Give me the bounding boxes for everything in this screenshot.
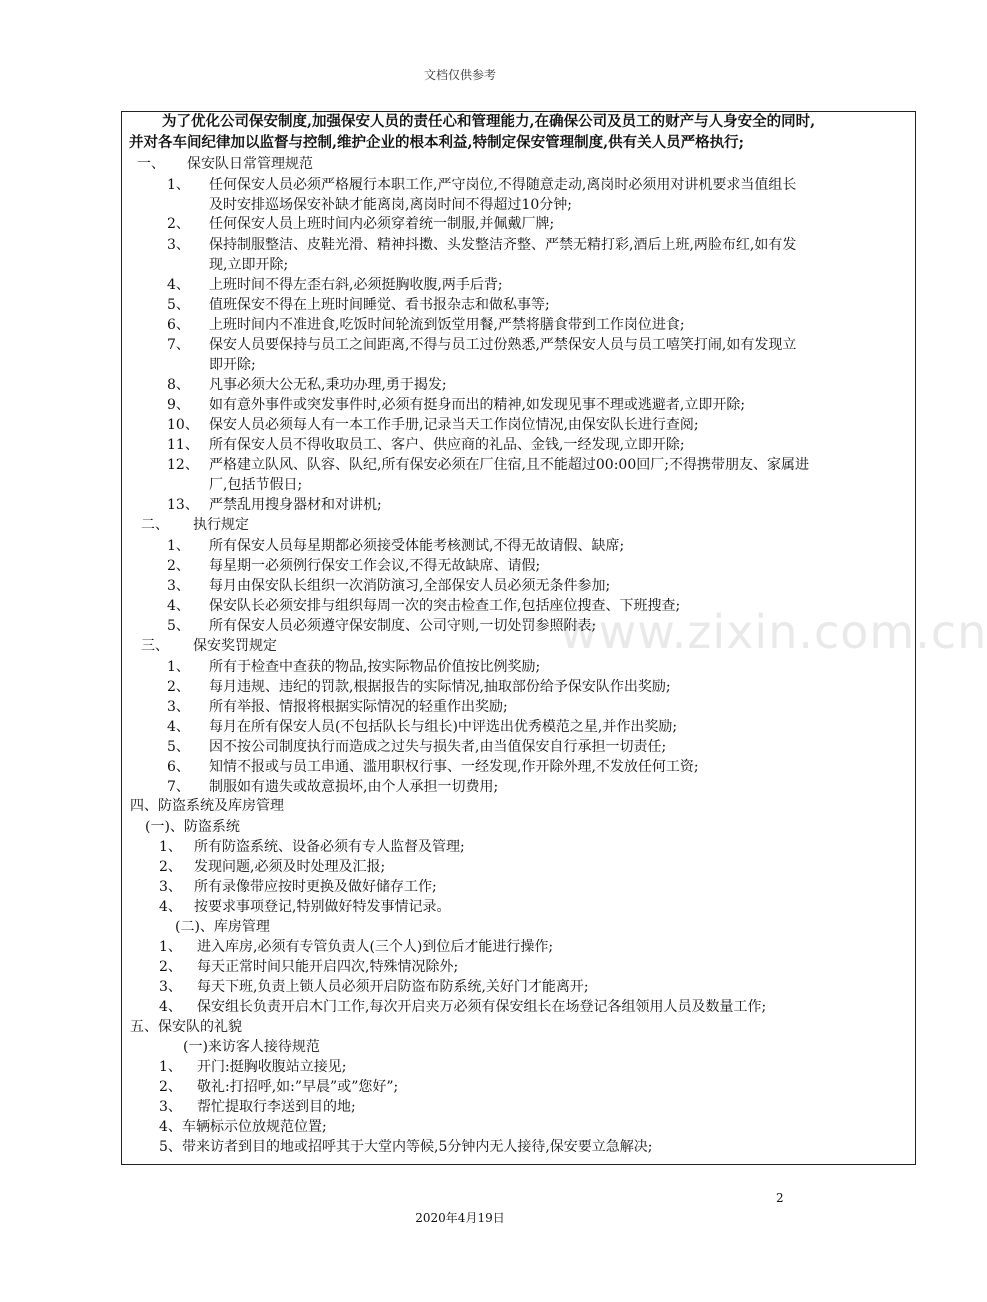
s4a-item-2-number: 2、: [159, 859, 182, 875]
s4b-item-4-number: 4、: [159, 999, 182, 1015]
s3-item-4-number: 4、: [167, 719, 190, 735]
s2-item-3-number: 3、: [167, 578, 190, 594]
s5-item-5-text: 带来访者到目的地或招呼其于大堂内等候,5分钟内无人接待,保安要立急解决;: [182, 1139, 653, 1155]
s4a-item-2-text: 发现问题,必须及时处理及汇报;: [194, 859, 386, 875]
s1-item-5-line-1: 值班保安不得在上班时间睡觉、看书报杂志和做私事等;: [209, 297, 550, 313]
s4b-item-1-text: 进入库房,必须有专管负责人(三个人)到位后才能进行操作;: [197, 939, 554, 955]
page-number: 2: [776, 1191, 784, 1205]
s3-item-1-number: 1、: [167, 659, 190, 675]
s4b-item-4-text: 保安组长负责开启木门工作,每次开启夹万必须有保安组长在场登记各组领用人员及数量工作;: [197, 999, 767, 1015]
s3-item-2-number: 2、: [167, 679, 190, 695]
page-header: 文档仅供参考: [423, 68, 496, 82]
s1-item-1-line-2: 及时安排巡场保安补缺才能离岗,离岗时间不得超过10分钟;: [209, 197, 572, 213]
intro-line-2: 并对各车间纪律加以监督与控制,维护企业的根本利益,特制定保安管理制度,供有关人员严格执行;: [129, 134, 744, 151]
s5-item-3-text: 帮忙提取行李送到目的地;: [197, 1099, 356, 1115]
section-1-number: 一、: [137, 156, 165, 172]
s4b-item-1-number: 1、: [159, 939, 182, 955]
s3-item-4-text: 每月在所有保安人员(不包括队长与组长)中评选出优秀模范之星,并作出奖励;: [209, 719, 678, 735]
s5-item-3-number: 3、: [159, 1099, 182, 1115]
watermark: www.zixin.com.cn: [560, 605, 987, 659]
s1-item-2-line-1: 任何保安人员上班时间内必须穿着统一制服,并佩戴厂牌;: [209, 216, 555, 232]
s1-item-12-line-2: 厂,包括节假日;: [209, 477, 303, 493]
s1-item-7-line-1: 保安人员要保持与员工之间距离,不得与员工过份熟悉,严禁保安人员与员工嘻笑打闹,如有发现立: [209, 337, 797, 353]
s5-item-2-text: 敬礼:打招呼,如:”早晨”或”您好”;: [197, 1079, 399, 1095]
s3-item-3-text: 所有举报、情报将根据实际情况的轻重作出奖励;: [209, 699, 508, 715]
s4b-item-3-number: 3、: [159, 979, 182, 995]
section-5a-title: (一)来访客人接待规范: [183, 1039, 320, 1055]
section-4a-title: (一)、防盗系统: [145, 819, 240, 835]
s1-item-2-number: 2、: [167, 216, 190, 232]
s3-item-5-number: 5、: [167, 739, 190, 755]
s1-item-10-line-1: 保安人员必须每人有一本工作手册,记录当天工作岗位情况,由保安队长进行查阅;: [209, 417, 699, 433]
s3-item-3-number: 3、: [167, 699, 190, 715]
section-3-title: 保安奖罚规定: [193, 638, 277, 654]
s1-item-3-line-2: 现,立即开除;: [209, 257, 289, 273]
section-3-number: 三、: [141, 638, 169, 654]
s1-item-11-number: 11、: [167, 437, 199, 453]
s4a-item-1-number: 1、: [159, 839, 182, 855]
s2-item-4-number: 4、: [167, 598, 190, 614]
s4a-item-3-number: 3、: [159, 879, 182, 895]
s1-item-9-number: 9、: [167, 397, 190, 413]
s4a-item-1-text: 所有防盗系统、设备必须有专人监督及管理;: [194, 839, 465, 855]
s2-item-3-text: 每月由保安队长组织一次消防演习,全部保安人员必须无条件参加;: [209, 578, 611, 594]
s1-item-8-number: 8、: [167, 377, 190, 393]
s1-item-13-line-1: 严禁乱用搜身器材和对讲机;: [209, 497, 382, 513]
s2-item-2-number: 2、: [167, 558, 190, 574]
s1-item-1-number: 1、: [167, 177, 190, 193]
s5-item-5-number: 5、: [159, 1139, 182, 1155]
s1-item-13-number: 13、: [167, 497, 199, 513]
s4a-item-3-text: 所有录像带应按时更换及做好储存工作;: [194, 879, 437, 895]
s4a-item-4-number: 4、: [159, 899, 182, 915]
s3-item-2-text: 每月违规、违纪的罚款,根据报告的实际情况,抽取部份给予保安队作出奖励;: [209, 679, 671, 695]
s1-item-8-line-1: 凡事必须大公无私,秉功办理,勇于揭发;: [209, 377, 447, 393]
intro-line-1: 为了优化公司保安制度,加强保安人员的责任心和管理能力,在确保公司及员工的财产与人身安全的同时,: [162, 113, 816, 130]
s5-item-2-number: 2、: [159, 1079, 182, 1095]
s1-item-3-number: 3、: [167, 237, 190, 253]
s4b-item-3-text: 每天下班,负责上锁人员必须开启防盗布防系统,关好门才能离开;: [197, 979, 589, 995]
s1-item-12-number: 12、: [167, 457, 199, 473]
s5-item-4-number: 4、: [159, 1119, 182, 1135]
s3-item-6-number: 6、: [167, 759, 190, 775]
section-4b-title: (二)、库房管理: [175, 919, 270, 935]
s1-item-12-line-1: 严格建立队风、队容、队纪,所有保安必须在厂住宿,且不能超过00:00回厂;不得携带朋友、家属进: [209, 457, 809, 473]
s1-item-3-line-1: 保持制服整洁、皮鞋光滑、精神抖擞、头发整洁齐整、严禁无精打彩,酒后上班,两脸布红,如有发: [209, 237, 797, 253]
s1-item-11-line-1: 所有保安人员不得收取员工、客户、供应商的礼品、金钱,一经发现,立即开除;: [209, 437, 685, 453]
section-4-title: 四、防盗系统及库房管理: [130, 798, 284, 814]
s1-item-6-number: 6、: [167, 317, 190, 333]
s1-item-4-number: 4、: [167, 277, 190, 293]
s1-item-6-line-1: 上班时间内不准进食,吃饭时间轮流到饭堂用餐,严禁将膳食带到工作岗位进食;: [209, 317, 685, 333]
s1-item-7-number: 7、: [167, 337, 190, 353]
s3-item-1-text: 所有于检查中查获的物品,按实际物品价值按比例奖励;: [209, 659, 541, 675]
s3-item-7-text: 制服如有遗失或故意损坏,由个人承担一切费用;: [209, 779, 499, 795]
s2-item-1-number: 1、: [167, 538, 190, 554]
s2-item-4-text: 保安队长必须安排与组织每周一次的突击检查工作,包括座位搜查、下班搜查;: [209, 598, 681, 614]
s1-item-4-line-1: 上班时间不得左歪右斜,必须挺胸收腹,两手后背;: [209, 277, 503, 293]
s4b-item-2-text: 每天正常时间只能开启四次,特殊情况除外;: [197, 959, 459, 975]
s1-item-10-number: 10、: [167, 417, 199, 433]
s3-item-7-number: 7、: [167, 779, 190, 795]
s5-item-1-number: 1、: [159, 1059, 182, 1075]
section-2-number: 二、: [141, 517, 169, 533]
footer-date: 2020年4月19日: [415, 1211, 505, 1225]
s2-item-2-text: 每星期一必须例行保安工作会议,不得无故缺席、请假;: [209, 558, 541, 574]
s3-item-6-text: 知情不报或与员工串通、滥用职权行事、一经发现,作开除外理,不发放任何工资;: [209, 759, 699, 775]
s3-item-5-text: 因不按公司制度执行而造成之过失与损失者,由当值保安自行承担一切责任;: [209, 739, 667, 755]
s2-item-5-text: 所有保安人员必须遵守保安制度、公司守则,一切处罚参照附表;: [209, 618, 597, 634]
s4b-item-2-number: 2、: [159, 959, 182, 975]
s5-item-1-text: 开门:挺胸收腹站立接见;: [197, 1059, 347, 1075]
s1-item-7-line-2: 即开除;: [209, 357, 256, 373]
section-5-title: 五、保安队的礼貌: [130, 1019, 242, 1035]
s5-item-4-text: 车辆标示位放规范位置;: [182, 1119, 327, 1135]
s2-item-1-text: 所有保安人员每星期都必须接受体能考核测试,不得无故请假、缺席;: [209, 538, 625, 554]
s4a-item-4-text: 按要求事项登记,特别做好特发事情记录。: [194, 899, 451, 915]
s1-item-1-line-1: 任何保安人员必须严格履行本职工作,严守岗位,不得随意走动,离岗时必须用对讲机要求当值组长: [209, 177, 797, 193]
section-1-title: 保安队日常管理规范: [187, 156, 313, 172]
s1-item-9-line-1: 如有意外事件或突发事件时,必须有挺身而出的精神,如发现见事不理或逃避者,立即开除;: [209, 397, 746, 413]
s2-item-5-number: 5、: [167, 618, 190, 634]
s1-item-5-number: 5、: [167, 297, 190, 313]
section-2-title: 执行规定: [193, 517, 249, 533]
